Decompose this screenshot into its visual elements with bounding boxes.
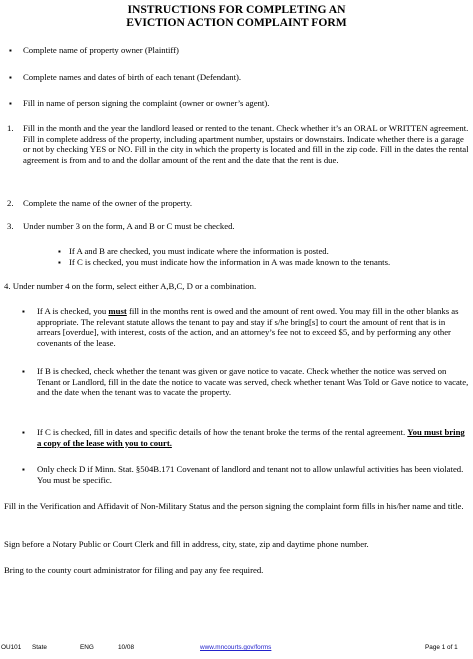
square-bullet-icon: ▪ [58, 247, 61, 256]
step-4-sub-d: Only check D if Minn. Stat. §504B.171 Covenant of landlord and tenant not to allow unlawful activities has been violated. You must be specific. [37, 464, 464, 485]
square-bullet-icon: ▪ [22, 428, 25, 437]
step-4-sub-a [37, 306, 469, 348]
square-bullet-icon: ▪ [9, 73, 12, 82]
step-3-sub-c: If C is checked, you must indicate how the information in A was made known to the tenants. [69, 257, 391, 267]
square-bullet-icon: ▪ [22, 367, 25, 376]
step-4-sub-a-rest: fill in the months rent is owed and the amount of rent owed. You may fill in the other blanks as appropriate. The relevant statute allows the tenant to pay and stay if s/he bring[s] to court the amount of rent that is in arrears [overdue], with interest, costs of the action, and an attorney’s fee not to exceed $5, and by performing any other covenants of the lease. [37, 306, 459, 348]
footer-forms-link[interactable]: www.mncourts.gov/forms [200, 644, 272, 651]
step-4-number: 4. [4, 281, 11, 291]
closing-verification: Fill in the Verification and Affidavit of Non-Military Status and the person signing the complaint form fills in his/her name and title. [4, 501, 464, 511]
square-bullet-icon: ▪ [58, 258, 61, 267]
footer-language: ENG [80, 644, 94, 651]
step-2-number: 2. [7, 198, 14, 208]
footer-date: 10/08 [118, 644, 134, 651]
lease-emphasis: You must bring a copy of the lease with you to court. [37, 427, 465, 448]
square-bullet-icon: ▪ [22, 307, 25, 316]
square-bullet-icon: ▪ [22, 465, 25, 474]
step-4-sub-a-text: If A is checked, you [37, 306, 109, 316]
footer-state: State [32, 644, 47, 651]
step-4-sub-c [37, 427, 469, 448]
bullet-signer: Fill in name of person signing the complaint (owner or owner’s agent). [23, 98, 270, 108]
must-emphasis: must [108, 306, 127, 316]
step-4-text: Under number 4 on the form, select either A,B,C, D or a combination. [12, 281, 257, 291]
square-bullet-icon: ▪ [9, 99, 12, 108]
step-1-number: 1. [7, 123, 14, 133]
closing-filing: Bring to the county court administrator for filing and pay any fee required. [4, 565, 264, 575]
title-line-2: EVICTION ACTION COMPLAINT FORM [126, 15, 347, 29]
step-4-sub-b: If B is checked, check whether the tenant was given or gave notice to vacate. Check whether the notice was served on Tenant or Landlord, fill in the date the notice to vacate was served, check whether tenant Was Told or Gave notice to vacate, and the date when the tenant was to vacate the property. [37, 366, 469, 398]
step-3-sub-a: If A and B are checked, you must indicate where the information is posted. [69, 246, 329, 256]
step-2-text: Complete the name of the owner of the property. [23, 198, 193, 208]
step-4-sub-c-text: If C is checked, fill in dates and specific details of how the tenant broke the terms of the rental agreement. [37, 427, 408, 437]
step-3-text: Under number 3 on the form, A and B or C must be checked. [23, 221, 235, 231]
page-title [0, 4, 473, 29]
square-bullet-icon: ▪ [9, 46, 12, 55]
bullet-plaintiff: Complete name of property owner (Plaintiff) [23, 45, 179, 55]
title-line-1: INSTRUCTIONS FOR COMPLETING AN [127, 3, 346, 16]
step-3-number: 3. [7, 221, 14, 231]
step-1-text: Fill in the month and the year the landlord leased or rented to the tenant. Check whether it’s an ORAL or WRITTEN agreement. Fill in complete address of the property, including apartment number, upstairs or downstairs. Indicate whether there is a garage or not by checking YES or NO. Fill in the city in which the property is located and fill in the zip code. Fill in the dates the rental agreement is from and to and the dollar amount of the rent and the date that the rent is due. [23, 123, 469, 165]
bullet-defendant: Complete names and dates of birth of each tenant (Defendant). [23, 72, 242, 82]
closing-notary: Sign before a Notary Public or Court Clerk and fill in address, city, state, zip and daytime phone number. [4, 539, 369, 549]
footer-page-number: Page 1 of 1 [425, 644, 458, 651]
footer-form-id: OU101 [1, 644, 22, 651]
step-4 [4, 281, 464, 292]
